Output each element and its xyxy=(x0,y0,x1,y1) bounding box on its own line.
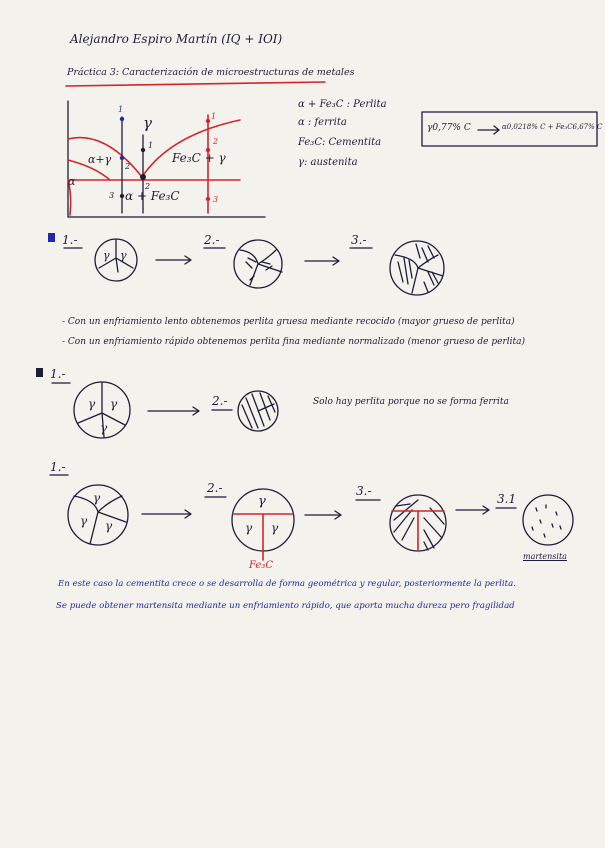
section-a-step3: 3.- xyxy=(351,233,367,247)
marker-2-mid: 2 xyxy=(145,182,151,191)
reaction-lhs: γ0,77% C xyxy=(427,123,471,133)
marker-2-red: 2 xyxy=(213,137,219,146)
section-a-step2: 2.- xyxy=(204,233,220,247)
section-a-step1: 1.- xyxy=(62,233,78,247)
section-b-grain-1: γ xyxy=(88,397,96,411)
fe3c-label: Fe₃C xyxy=(249,560,273,571)
section-c2-grain-1: γ xyxy=(258,494,266,509)
section-b-step2: 2.- xyxy=(212,394,228,408)
section-c-grain-3: γ xyxy=(105,519,113,533)
section-b-grain-3: γ xyxy=(100,421,108,435)
section-b-grain-2: γ xyxy=(110,397,118,411)
section-b-note: Solo hay perlita porque no se forma ferrita xyxy=(313,397,509,407)
legend-austenita: γ: austenita xyxy=(298,157,358,168)
section-c-grain-2: γ xyxy=(80,514,88,528)
marker-3-left: 3 xyxy=(109,191,115,200)
section-a-grain-1: γ xyxy=(103,249,110,262)
legend-perlita: α + Fe₃C : Perlita xyxy=(298,99,387,110)
region-fe3c-gamma: Fe₃C + γ xyxy=(172,151,226,165)
section-a-grain-2: γ xyxy=(120,249,127,262)
section-c-step2: 2.- xyxy=(207,481,223,495)
marker-1-mid: 1 xyxy=(148,141,154,150)
section-c2-grain-2: γ xyxy=(245,521,253,535)
author-line: Alejandro Espiro Martín (IQ + IOI) xyxy=(70,32,283,46)
section-c-step31: 3.1 xyxy=(497,492,517,506)
section-b-step1: 1.- xyxy=(50,367,66,381)
region-gamma: γ xyxy=(143,114,152,132)
practice-title: Práctica 3: Caracterización de microestructuras de metales xyxy=(67,67,355,78)
marker-1-red: 1 xyxy=(211,112,217,121)
region-alpha-fe3c: α + Fe₃C xyxy=(125,189,180,203)
section-a-note-1: - Con un enfriamiento lento obtenemos perlita gruesa mediante recocido (mayor grueso de perlita) xyxy=(62,317,515,327)
legend-ferrita: α : ferrita xyxy=(298,117,347,128)
conclusion-line-2: Se puede obtener martensita mediante un enfriamiento rápido, que aporta mucha dureza pero fragilidad xyxy=(56,601,515,611)
section-c-step1: 1.- xyxy=(50,460,66,474)
marker-2-left: 2 xyxy=(125,162,131,171)
legend-cementita: Fe₃C: Cementita xyxy=(298,137,382,148)
region-alpha-gamma: α+γ xyxy=(88,153,112,166)
region-alpha: α xyxy=(68,175,76,188)
section-c-grain-1: γ xyxy=(93,491,101,505)
marker-1-top: 1 xyxy=(118,105,124,114)
section-c2-grain-3: γ xyxy=(271,521,279,535)
conclusion-line-1: En este caso la cementita crece o se desarrolla de forma geométrica y regular, posteriormente la perlita. xyxy=(58,579,516,589)
marker-3-red: 3 xyxy=(213,195,219,204)
martensite-label: martensita xyxy=(523,552,567,561)
section-c-step3: 3.- xyxy=(356,484,372,498)
reaction-rhs: α0,0218% C + Fe₃C6,67% C xyxy=(502,123,603,131)
section-a-note-2: - Con un enfriamiento rápido obtenemos perlita fina mediante normalizado (menor grueso de perlita) xyxy=(62,337,525,347)
